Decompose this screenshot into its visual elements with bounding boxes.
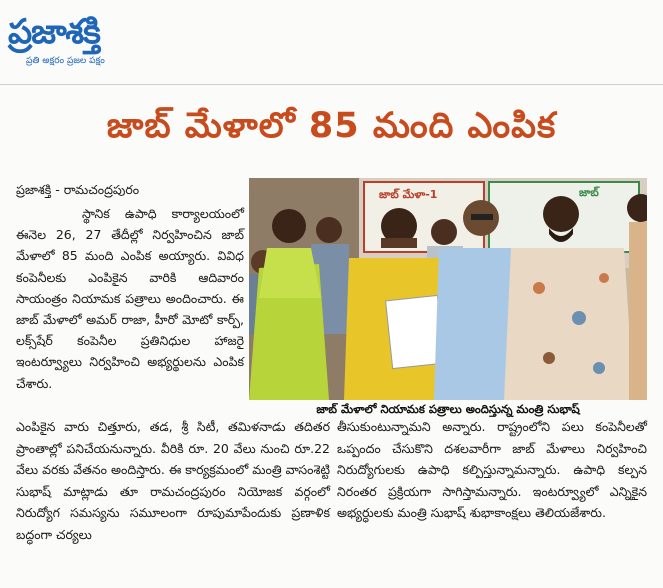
article-body-right-column: తీసుకుంటున్నామని అన్నారు. రాష్ట్రంలోని పలు కంపెనీలతో ఒప్పందం చేసుకొని దశలవారీగా జాబ్ మేళాలు నిర్వహించి నిరుద్యోగులకు ఉపాధి కల్పిస్తున్నామన్నారు. ఉపాధి కల్పన నిరంతర ప్రక్రియగా సాగిస్తామన్నారు. ఇంటర్వ్యూలో ఎన్నికైన అభ్యర్ధులకు మంత్రి సుభాష్ శుభాకాంక్షలు తెలియజేశారు.: [337, 419, 647, 520]
article-headline: జాబ్ మేళాలో 85 మంది ఎంపిక: [106, 106, 557, 146]
article-body-left-column: స్థానిక ఉపాధి కార్యాలయంలో ఈనెల 26, 27 తేదీల్లో నిర్వహించిన జాబ్ మేళాలో 85 మంది ఎంపిక అయ్యారు. వివిధ కంపెనీలకు ఎంపికైన వారికి ఆదివారం సాయంత్రం నియామక పత్రాలు అందించారు. ఈ జాబ్ మేళాలో అమర్ రాజా, హీరో మోటో కార్ప్, లక్స్‌షేర్ కంపెనీల ప్రతినిధుల హాజరై ఇంటర్వ్యూలు నిర్వహించి అభ్యర్థులను ఎంపిక చేశారు.: [16, 206, 244, 391]
news-photo: [249, 178, 647, 400]
article-body-lower-left-column: ఎంపికైన వారు చిత్తూరు, తడ, శ్రీ సిటీ, తమిళనాడు తదితర ప్రాంతాల్లో పనిచేయనున్నారు. వీరికి రూ. 20 వేలు నుంచి రూ.22 వేలు వరకు వేతనం అందిస్తారు. ఈ కార్యక్రమంలో మంత్రి వాసంశెట్టి సుభాష్ మాట్లాడు తూ రామచంద్రపురం నియోజక వర్గంలో నిరుద్యోగ సమస్యను సమూలంగా రూపుమాపేందుకు ప్రణాళిక బద్ధంగా చర్యలు: [16, 419, 330, 542]
banner-left-text: జాబ్ మేళా-1: [379, 188, 438, 201]
photo-caption: జాబ్ మేళాలో నియామక పత్రాలు అందిస్తున్న మంత్రి సుభాష్: [316, 402, 580, 416]
masthead-logo: [8, 12, 178, 74]
logo-tagline: ప్రతి అక్షరం ప్రజల పక్షం: [26, 56, 105, 66]
banner-right-text: జాబ్: [579, 186, 599, 199]
article-dateline: ప్రజాశక్తి - రామచంద్రపురం: [16, 182, 140, 197]
masthead-divider: [0, 84, 663, 85]
logo-text: ప్రజాశక్తి: [8, 12, 100, 52]
